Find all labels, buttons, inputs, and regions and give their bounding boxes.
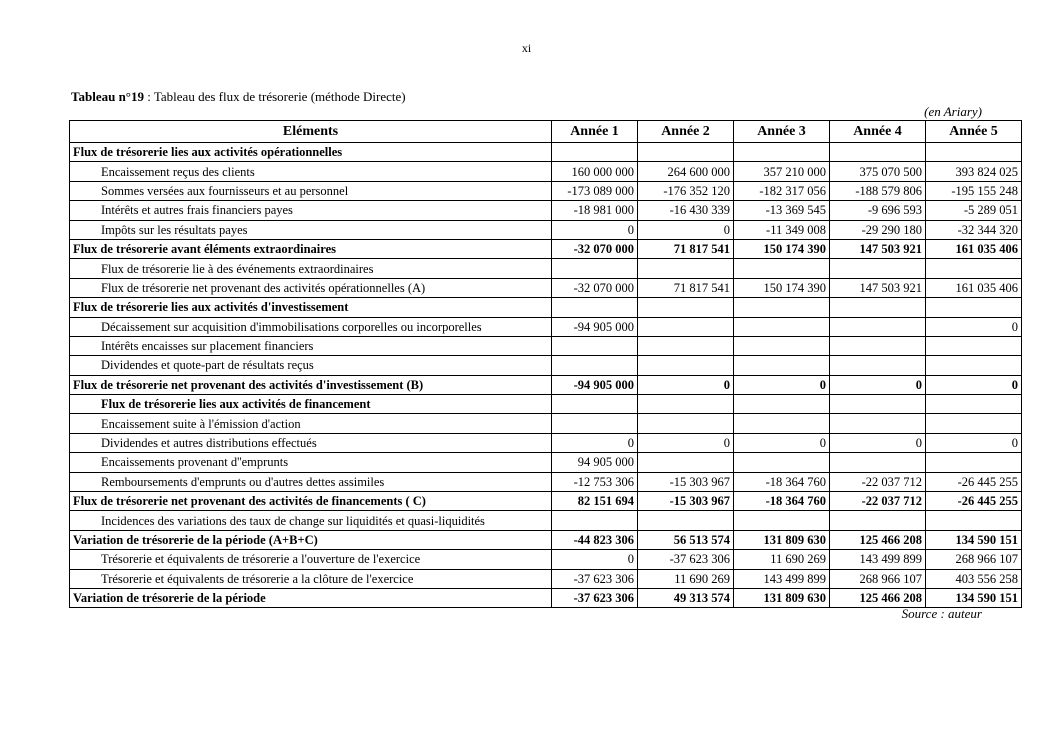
cell-year-3: 143 499 899 <box>734 569 830 588</box>
cell-year-4: -22 037 712 <box>830 492 926 511</box>
row-label: Flux de trésorerie lies aux activités d'investissement <box>70 298 552 317</box>
table-caption-number: Tableau n°19 <box>71 89 144 104</box>
cell-year-2: 0 <box>638 433 734 452</box>
cell-year-3 <box>734 259 830 278</box>
cell-year-4: 143 499 899 <box>830 550 926 569</box>
cell-year-5 <box>926 395 1022 414</box>
cell-year-5: -26 445 255 <box>926 492 1022 511</box>
table-row <box>70 395 1022 414</box>
row-label: Trésorerie et équivalents de trésorerie a la clôture de l'exercice <box>70 569 552 588</box>
cell-year-5 <box>926 453 1022 472</box>
cell-year-1 <box>552 259 638 278</box>
cell-year-5 <box>926 414 1022 433</box>
row-label: Dividendes et autres distributions effectués <box>70 433 552 452</box>
cell-year-3 <box>734 414 830 433</box>
table-row <box>70 201 1022 220</box>
cell-year-5 <box>926 511 1022 530</box>
table-row <box>70 472 1022 491</box>
cell-year-4 <box>830 336 926 355</box>
cell-year-5: 0 <box>926 317 1022 336</box>
cell-year-2: 71 817 541 <box>638 239 734 258</box>
cell-year-1 <box>552 143 638 162</box>
header-year-5: Année 5 <box>926 121 1022 143</box>
cell-year-1: -173 089 000 <box>552 181 638 200</box>
cell-year-4: -22 037 712 <box>830 472 926 491</box>
page-number: xi <box>521 41 532 55</box>
cell-year-1 <box>552 298 638 317</box>
cell-year-5: 134 590 151 <box>926 588 1022 607</box>
cell-year-2 <box>638 298 734 317</box>
cell-year-2: -37 623 306 <box>638 550 734 569</box>
cell-year-3: 131 809 630 <box>734 530 830 549</box>
cell-year-4 <box>830 511 926 530</box>
cell-year-2 <box>638 511 734 530</box>
cell-year-2: 71 817 541 <box>638 278 734 297</box>
cell-year-2 <box>638 143 734 162</box>
cell-year-5: 393 824 025 <box>926 162 1022 181</box>
table-row <box>70 336 1022 355</box>
cell-year-1 <box>552 336 638 355</box>
table-row <box>70 569 1022 588</box>
table-row <box>70 550 1022 569</box>
table-row <box>70 530 1022 549</box>
row-label: Flux de trésorerie lie à des événements extraordinaires <box>70 259 552 278</box>
table-row <box>70 278 1022 297</box>
table-row <box>70 511 1022 530</box>
cell-year-2 <box>638 414 734 433</box>
cell-year-3: 150 174 390 <box>734 239 830 258</box>
cell-year-5 <box>926 336 1022 355</box>
cell-year-2: 0 <box>638 375 734 394</box>
table-row <box>70 453 1022 472</box>
cell-year-1: -37 623 306 <box>552 569 638 588</box>
row-label: Incidences des variations des taux de change sur liquidités et quasi-liquidités <box>70 511 552 530</box>
cell-year-3 <box>734 336 830 355</box>
cell-year-3: -18 364 760 <box>734 472 830 491</box>
cell-year-1: 0 <box>552 220 638 239</box>
cell-year-4: 0 <box>830 433 926 452</box>
source-note: Source : auteur <box>901 606 982 621</box>
table-row <box>70 239 1022 258</box>
row-label: Flux de trésorerie net provenant des activités d'investissement (B) <box>70 375 552 394</box>
cell-year-2: 56 513 574 <box>638 530 734 549</box>
cell-year-1 <box>552 356 638 375</box>
row-label: Impôts sur les résultats payes <box>70 220 552 239</box>
table-row <box>70 375 1022 394</box>
table-row <box>70 259 1022 278</box>
cell-year-3: 357 210 000 <box>734 162 830 181</box>
cell-year-4: 375 070 500 <box>830 162 926 181</box>
cell-year-5 <box>926 298 1022 317</box>
cell-year-3 <box>734 317 830 336</box>
table-row <box>70 181 1022 200</box>
table-row <box>70 317 1022 336</box>
header-year-3: Année 3 <box>734 121 830 143</box>
cell-year-2: -15 303 967 <box>638 492 734 511</box>
table-row <box>70 588 1022 607</box>
cell-year-4: -29 290 180 <box>830 220 926 239</box>
cell-year-1: 0 <box>552 550 638 569</box>
table-row <box>70 162 1022 181</box>
header-year-4: Année 4 <box>830 121 926 143</box>
row-label: Flux de trésorerie net provenant des activités opérationnelles (A) <box>70 278 552 297</box>
cell-year-4 <box>830 414 926 433</box>
table-row <box>70 356 1022 375</box>
row-label: Intérêts et autres frais financiers payes <box>70 201 552 220</box>
cell-year-1 <box>552 414 638 433</box>
cell-year-5 <box>926 356 1022 375</box>
table-row <box>70 433 1022 452</box>
cell-year-1: -32 070 000 <box>552 239 638 258</box>
cell-year-5: 161 035 406 <box>926 239 1022 258</box>
cell-year-5: 403 556 258 <box>926 569 1022 588</box>
cell-year-1: -44 823 306 <box>552 530 638 549</box>
header-year-2: Année 2 <box>638 121 734 143</box>
cell-year-4: 147 503 921 <box>830 278 926 297</box>
cell-year-4 <box>830 298 926 317</box>
cell-year-1: 0 <box>552 433 638 452</box>
cell-year-3: -11 349 008 <box>734 220 830 239</box>
cell-year-4: 0 <box>830 375 926 394</box>
row-label: Dividendes et quote-part de résultats reçus <box>70 356 552 375</box>
cell-year-3 <box>734 356 830 375</box>
cell-year-3 <box>734 511 830 530</box>
cell-year-4 <box>830 259 926 278</box>
cell-year-5: 268 966 107 <box>926 550 1022 569</box>
cell-year-5 <box>926 143 1022 162</box>
cell-year-5: 161 035 406 <box>926 278 1022 297</box>
cell-year-2: 0 <box>638 220 734 239</box>
row-label: Trésorerie et équivalents de trésorerie a l'ouverture de l'exercice <box>70 550 552 569</box>
cell-year-1: -18 981 000 <box>552 201 638 220</box>
cell-year-5: -195 155 248 <box>926 181 1022 200</box>
cell-year-3: 11 690 269 <box>734 550 830 569</box>
cell-year-4: -188 579 806 <box>830 181 926 200</box>
row-label: Encaissements provenant d''emprunts <box>70 453 552 472</box>
cell-year-5: 0 <box>926 375 1022 394</box>
cell-year-1: 94 905 000 <box>552 453 638 472</box>
header-year-1: Année 1 <box>552 121 638 143</box>
cell-year-4: 268 966 107 <box>830 569 926 588</box>
cell-year-5: -26 445 255 <box>926 472 1022 491</box>
cell-year-3 <box>734 395 830 414</box>
table-header-row <box>70 121 1022 143</box>
cell-year-2: 264 600 000 <box>638 162 734 181</box>
cell-year-4: 147 503 921 <box>830 239 926 258</box>
table-row <box>70 143 1022 162</box>
cell-year-1: 160 000 000 <box>552 162 638 181</box>
cell-year-5: 0 <box>926 433 1022 452</box>
cell-year-2 <box>638 317 734 336</box>
cell-year-2 <box>638 356 734 375</box>
cell-year-1: -94 905 000 <box>552 375 638 394</box>
row-label: Sommes versées aux fournisseurs et au personnel <box>70 181 552 200</box>
cell-year-5 <box>926 259 1022 278</box>
cell-year-4 <box>830 356 926 375</box>
cell-year-4: 125 466 208 <box>830 588 926 607</box>
row-label: Intérêts encaisses sur placement financiers <box>70 336 552 355</box>
table-caption <box>71 89 406 105</box>
row-label: Encaissement suite à l'émission d'action <box>70 414 552 433</box>
cell-year-3: 150 174 390 <box>734 278 830 297</box>
table-row <box>70 220 1022 239</box>
cell-year-4: -9 696 593 <box>830 201 926 220</box>
cell-year-2: -15 303 967 <box>638 472 734 491</box>
row-label: Flux de trésorerie lies aux activités de financement <box>70 395 552 414</box>
cell-year-1: -12 753 306 <box>552 472 638 491</box>
cell-year-1 <box>552 395 638 414</box>
cell-year-5: 134 590 151 <box>926 530 1022 549</box>
row-label: Encaissement reçus des clients <box>70 162 552 181</box>
cell-year-5: -5 289 051 <box>926 201 1022 220</box>
row-label: Variation de trésorerie de la période <box>70 588 552 607</box>
cell-year-3 <box>734 298 830 317</box>
cell-year-3 <box>734 453 830 472</box>
cell-year-5: -32 344 320 <box>926 220 1022 239</box>
table-row <box>70 298 1022 317</box>
row-label: Flux de trésorerie net provenant des activités de financements ( C) <box>70 492 552 511</box>
cell-year-4 <box>830 395 926 414</box>
table-body <box>70 143 1022 608</box>
cell-year-2: 49 313 574 <box>638 588 734 607</box>
table-row <box>70 414 1022 433</box>
cell-year-2 <box>638 395 734 414</box>
row-label: Flux de trésorerie lies aux activités opérationnelles <box>70 143 552 162</box>
cell-year-2: -176 352 120 <box>638 181 734 200</box>
row-label: Remboursements d'emprunts ou d'autres dettes assimiles <box>70 472 552 491</box>
row-label: Décaissement sur acquisition d'immobilisations corporelles ou incorporelles <box>70 317 552 336</box>
cell-year-3: 131 809 630 <box>734 588 830 607</box>
cell-year-4 <box>830 317 926 336</box>
cell-year-2 <box>638 259 734 278</box>
unit-note: (en Ariary) <box>924 104 982 119</box>
header-elements: Eléments <box>70 121 552 143</box>
table-caption-title: : Tableau des flux de trésorerie (méthode Directe) <box>144 89 406 104</box>
row-label: Variation de trésorerie de la période (A+B+C) <box>70 530 552 549</box>
cell-year-3: -13 369 545 <box>734 201 830 220</box>
cell-year-3 <box>734 143 830 162</box>
cash-flow-table <box>69 120 1022 608</box>
cell-year-1: -94 905 000 <box>552 317 638 336</box>
cell-year-1: 82 151 694 <box>552 492 638 511</box>
cell-year-4: 125 466 208 <box>830 530 926 549</box>
cell-year-2 <box>638 336 734 355</box>
cell-year-3: 0 <box>734 433 830 452</box>
cell-year-3: -18 364 760 <box>734 492 830 511</box>
cell-year-3: 0 <box>734 375 830 394</box>
cell-year-1: -37 623 306 <box>552 588 638 607</box>
cell-year-4 <box>830 453 926 472</box>
cell-year-2: 11 690 269 <box>638 569 734 588</box>
cell-year-4 <box>830 143 926 162</box>
cell-year-3: -182 317 056 <box>734 181 830 200</box>
cell-year-2: -16 430 339 <box>638 201 734 220</box>
cell-year-1: -32 070 000 <box>552 278 638 297</box>
cell-year-1 <box>552 511 638 530</box>
cell-year-2 <box>638 453 734 472</box>
row-label: Flux de trésorerie avant éléments extraordinaires <box>70 239 552 258</box>
table-row <box>70 492 1022 511</box>
